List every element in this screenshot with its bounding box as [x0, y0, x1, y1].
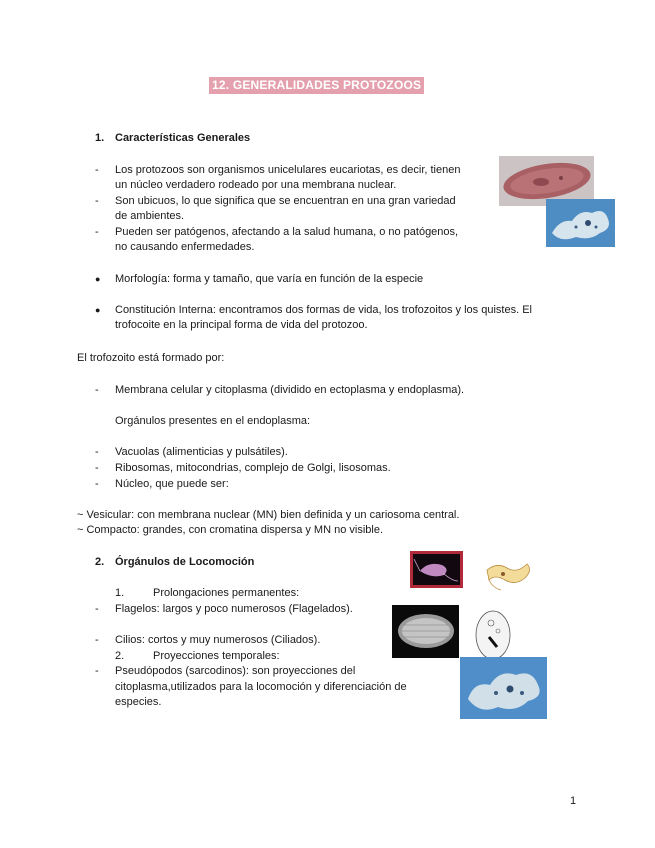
- section-2-heading: Órgánulos de Locomoción: [115, 556, 255, 568]
- nucleo-vesicular: ~ Vesicular: con membrana nuclear (MN) bien definida y un cariosoma central.: [77, 509, 460, 521]
- item-cilios: Cilios: cortos y muy numerosos (Ciliados).: [115, 634, 321, 646]
- amoeba-micrograph-image: [546, 199, 615, 247]
- ciliate-drawing-image: [471, 607, 516, 662]
- item-ubicuos-line2: de ambientes.: [115, 210, 185, 222]
- sub2-label: Proyecciones temporales:: [153, 650, 280, 662]
- sub2-number: 2.: [115, 650, 125, 662]
- trofozoito-intro: El trofozoito está formado por:: [77, 352, 225, 364]
- item-vacuolas: Vacuolas (alimenticias y pulsátiles).: [115, 446, 288, 458]
- item-protozoos-line1: Los protozoos son organismos unicelulares eucariotas, es decir, tienen: [115, 164, 461, 176]
- item-patogenos-line2: no causando enfermedades.: [115, 241, 255, 253]
- item-flagelos: Flagelos: largos y poco numerosos (Flagelados).: [115, 603, 353, 615]
- amoeba-micrograph-2-image: [460, 657, 547, 719]
- dash-bullet: -: [95, 462, 99, 474]
- item-pseudopodos-line2: citoplasma,utilizados para la locomoción y diferenciación de: [115, 681, 407, 693]
- organulos-intro: Orgánulos presentes en el endoplasma:: [115, 415, 311, 427]
- item-patogenos-line1: Pueden ser patógenos, afectando a la salud humana, o no patógenos,: [115, 226, 459, 238]
- flagellate-micrograph-image: [410, 551, 463, 588]
- dash-bullet: -: [95, 195, 99, 207]
- nucleo-compacto: ~ Compacto: grandes, con cromatina dispersa y MN no visible.: [77, 524, 384, 536]
- dash-bullet: -: [95, 164, 99, 176]
- item-ubicuos-line1: Son ubicuos, lo que significa que se encuentran en una gran variedad: [115, 195, 456, 207]
- page-title: 12. GENERALIDADES PROTOZOOS: [209, 77, 424, 94]
- dot-bullet: ●: [95, 274, 101, 284]
- item-constitucion-line1: Constitución Interna: encontramos dos formas de vida, los trofozoitos y los quistes. El: [115, 304, 532, 316]
- dot-bullet: ●: [95, 305, 101, 315]
- section-2-number: 2.: [95, 556, 105, 568]
- dash-bullet: -: [95, 446, 99, 458]
- sub1-number: 1.: [115, 587, 125, 599]
- item-pseudopodos-line1: Pseudópodos (sarcodinos): son proyecciones del: [115, 665, 356, 677]
- dash-bullet: -: [95, 603, 99, 615]
- item-protozoos-line2: un núcleo verdadero rodeado por una membrana nuclear.: [115, 179, 397, 191]
- page-number: 1: [570, 795, 577, 807]
- dash-bullet: -: [95, 634, 99, 646]
- item-ribosomas: Ribosomas, mitocondrias, complejo de Golgi, lisosomas.: [115, 462, 391, 474]
- section-1-number: 1.: [95, 132, 105, 144]
- flagellate-drawing-image: [481, 552, 537, 597]
- dash-bullet: -: [95, 665, 99, 677]
- dash-bullet: -: [95, 226, 99, 238]
- dash-bullet: -: [95, 478, 99, 490]
- sub1-label: Prolongaciones permanentes:: [153, 587, 300, 599]
- item-pseudopodos-line3: especies.: [115, 696, 162, 708]
- item-membrana: Membrana celular y citoplasma (dividido en ectoplasma y endoplasma).: [115, 384, 465, 396]
- ciliate-sem-image: [392, 605, 459, 658]
- section-1-heading: Características Generales: [115, 132, 251, 144]
- item-constitucion-line2: trofocoite en la principal forma de vida del protozoo.: [115, 319, 368, 331]
- dash-bullet: -: [95, 384, 99, 396]
- item-morfologia: Morfología: forma y tamaño, que varía en función de la especie: [115, 273, 424, 285]
- item-nucleo: Núcleo, que puede ser:: [115, 478, 229, 490]
